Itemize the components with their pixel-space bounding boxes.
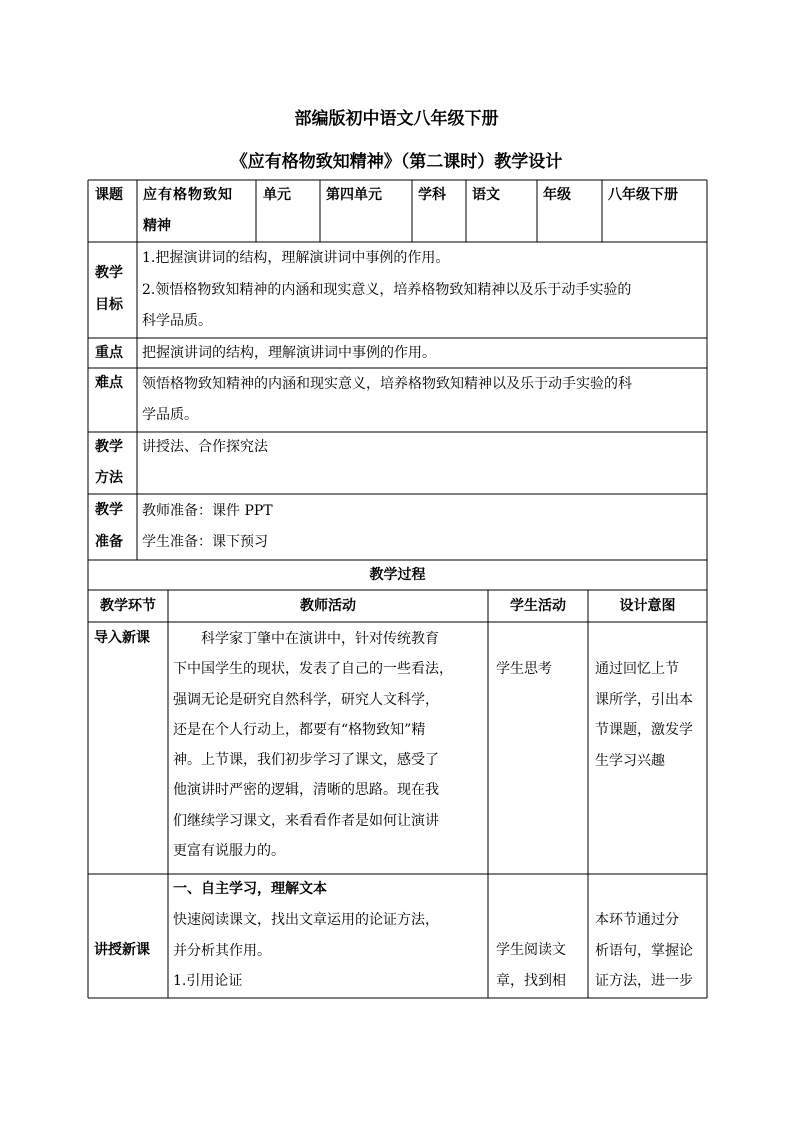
unit-value: 第四单元 [326, 187, 382, 203]
process-heading: 教学过程 [369, 567, 426, 583]
topic-value-line2: 精神 [143, 218, 171, 234]
intro-teacher-line: 还是在个人行动上，都要有“格物致知”精 [173, 721, 426, 738]
intro-teacher-activity [173, 624, 485, 866]
goal-item-1: 1.把握演讲词的结构，理解演讲词中事例的作用。 [142, 250, 450, 266]
intro-teacher-line: 科学家丁肇中在演讲中，针对传统教育 [173, 631, 439, 647]
method-label-line2: 方法 [95, 470, 123, 486]
grade-label: 年级 [543, 187, 571, 203]
intro-teacher-line: 更富有说服力的。 [173, 843, 285, 860]
difficulties-line2: 学品质。 [142, 407, 198, 423]
goal-item-2-line2: 科学品质。 [142, 313, 212, 329]
goals-label-line2: 目标 [95, 297, 123, 313]
method-label-line1: 教学 [95, 439, 123, 455]
unit-label: 单元 [263, 187, 291, 203]
lecture-intent-line: 证方法，进一步 [595, 973, 693, 989]
intro-teacher-line: 下中国学生的现状，发表了自己的一些看法， [173, 661, 453, 678]
lecture-student-line: 学生阅读文 [496, 942, 566, 958]
intro-intent-line: 生学习兴趣 [595, 752, 665, 769]
key-points-label: 重点 [95, 345, 123, 361]
grade-value: 八年级下册 [608, 187, 678, 203]
goal-item-2-line1: 2.领悟格物致知精神的内涵和现实意义，培养格物致知精神以及乐于动手实验的 [142, 282, 632, 298]
topic-value-line1: 应有格物致知 [143, 187, 233, 203]
header-teacher-activity: 教师活动 [300, 598, 356, 614]
header-design-intent: 设计意图 [619, 598, 676, 614]
intro-teacher-line: 他演讲时严密的逻辑，清晰的思路。现在我 [173, 782, 439, 799]
key-points-text: 把握演讲词的结构，理解演讲词中事例的作用。 [142, 345, 436, 361]
lecture-intent-line: 析语句，掌握论 [595, 942, 693, 959]
lecture-stage: 讲授新课 [94, 942, 150, 958]
intro-teacher-line: 强调无论是研究自然科学，研究人文科学， [173, 691, 439, 708]
intro-intent-line: 节课题，激发学 [595, 722, 693, 738]
document-subtitle: 《应有格物致知精神》（第二课时）教学设计 [230, 152, 563, 172]
lecture-teacher-line: 1.引用论证 [173, 973, 243, 989]
prep-label-line1: 教学 [95, 502, 123, 518]
lecture-section-title: 一、自主学习，理解文本 [173, 881, 327, 897]
difficulties-line1: 领悟格物致知精神的内涵和现实意义，培养格物致知精神以及乐于动手实验的科 [142, 376, 632, 392]
difficulties-label: 难点 [95, 375, 123, 391]
intro-intent-line: 课所学，引出本 [595, 691, 693, 708]
topic-label: 课题 [95, 187, 123, 203]
intro-design-intent [595, 654, 693, 776]
subject-value: 语文 [472, 187, 500, 203]
intro-student-activity: 学生思考 [496, 661, 552, 677]
lecture-student-line: 章，找到相 [496, 973, 566, 989]
lecture-student-activity [496, 935, 566, 997]
intro-teacher-line: 神。上节课，我们初步学习了课文，感受了 [173, 752, 439, 769]
lecture-teacher-line: 快速阅读课文，找出文章运用的论证方法， [173, 912, 439, 928]
intro-stage: 导入新课 [94, 630, 150, 646]
intro-teacher-line: 们继续学习课文，来看看作者是如何让演讲 [173, 812, 439, 829]
header-student-activity: 学生活动 [510, 598, 566, 614]
lecture-design-intent [595, 905, 693, 997]
goals-label-line1: 教学 [95, 265, 123, 281]
intro-intent-line: 通过回忆上节 [595, 661, 679, 677]
subject-label: 学科 [418, 187, 446, 203]
lecture-teacher-line: 并分析其作用。 [173, 942, 271, 959]
lecture-intent-line: 本环节通过分 [595, 912, 679, 928]
method-text: 讲授法、合作探究法 [142, 439, 268, 455]
header-stage: 教学环节 [100, 598, 156, 614]
prep-teacher: 教师准备：课件 PPT [142, 503, 273, 519]
prep-student: 学生准备：课下预习 [142, 534, 268, 550]
prep-label-line2: 准备 [95, 534, 123, 550]
document-title: 部编版初中语文八年级下册 [294, 109, 499, 129]
lecture-teacher-activity [173, 905, 439, 997]
